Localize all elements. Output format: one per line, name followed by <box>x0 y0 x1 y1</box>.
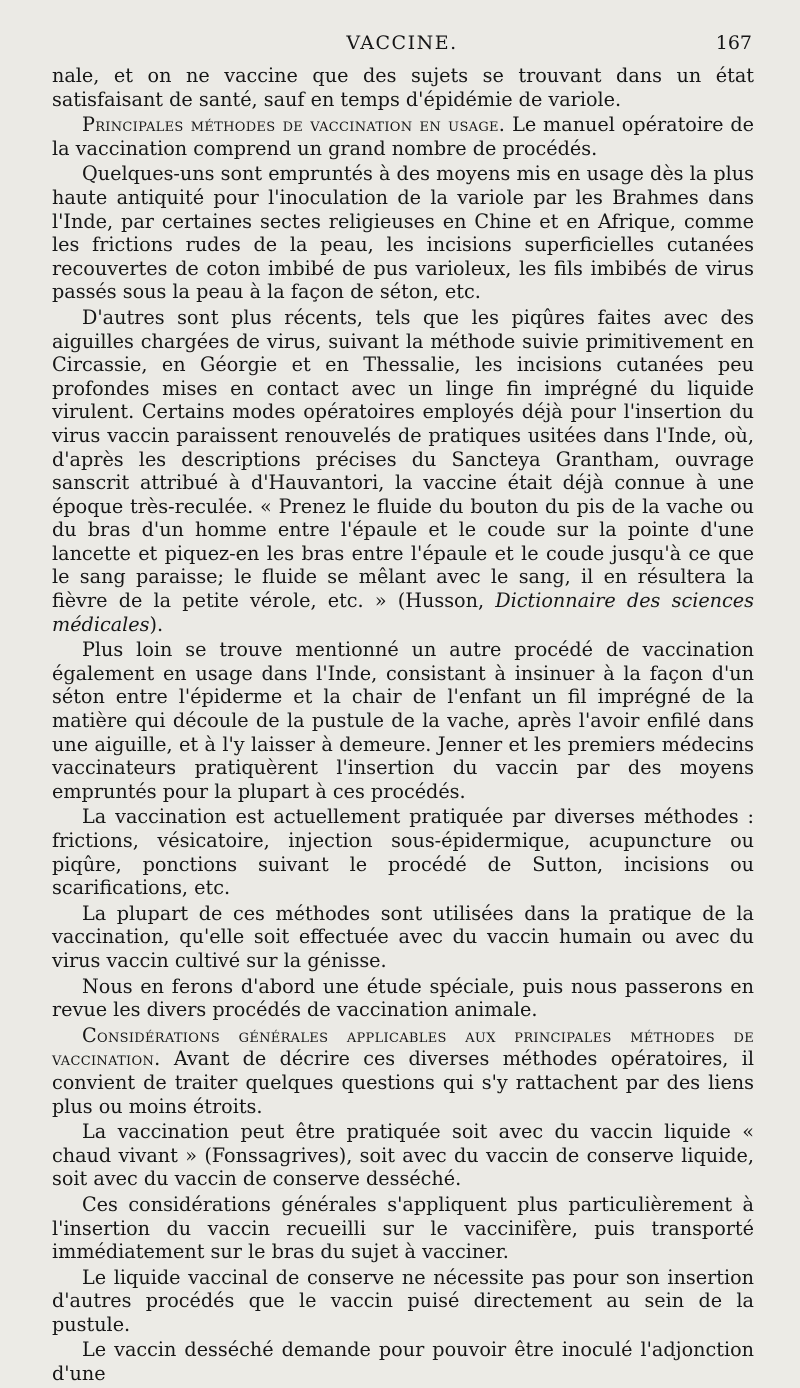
paragraph: La vaccination peut être pratiquée soit avec du vaccin liquide « chaud vivant » (Fonssagrives), soit avec du vaccin de conserve liquide, soit avec du vaccin de conserve desséché. <box>52 1120 754 1191</box>
paragraph: La vaccination est actuellement pratiquée par diverses méthodes : frictions, vésicatoire, injection sous-épidermique, acupuncture ou piqûre, ponctions suivant le procédé de Sutton, incisions ou scarifications, etc. <box>52 805 754 900</box>
paragraph: Quelques-uns sont empruntés à des moyens mis en usage dès la plus haute antiquité pour l'inoculation de la variole par les Brahmes dans l'Inde, par certaines sectes religieuses en Chine et en Afrique, comme les frictions rudes de la peau, les incisions superficielles cutanées recouvertes de coton imbibé de pus varioleux, les fils imbibés de virus passés sous la peau à la façon de séton, etc. <box>52 162 754 304</box>
paragraph: Plus loin se trouve mentionné un autre procédé de vaccination également en usage dans l'Inde, consistant à insinuer à la façon d'un séton entre l'épiderme et la chair de l'enfant un fil imprégné de la matière qui découle de la pustule de la vache, après l'avoir enfilé dans une aiguille, et à l'y laisser à demeure. Jenner et les premiers médecins vaccinateurs pratiquèrent l'insertion du vaccin par des moyens empruntés pour la plupart à ces procédés. <box>52 638 754 803</box>
paragraph-continuation: nale, et on ne vaccine que des sujets se trouvant dans un état satisfaisant de santé, sauf en temps d'épidémie de variole. <box>52 64 754 111</box>
paragraph: Le vaccin desséché demande pour pouvoir être inoculé l'adjonction d'une <box>52 1338 754 1386</box>
page-header <box>52 32 752 60</box>
paragraph: La plupart de ces méthodes sont utilisées dans la pratique de la vaccination, qu'elle soit effectuée avec du vaccin humain ou avec du virus vaccin cultivé sur la génisse. <box>52 901 754 972</box>
page-number: 167 <box>715 32 752 54</box>
paragraph-section-methods: Principales méthodes de vaccination en usage. Le manuel opératoire de la vaccination comprend un grand nombre de procédés. <box>52 113 755 160</box>
running-title: VACCINE. <box>346 32 458 54</box>
paragraph: D'autres sont plus récents, tels que les piqûres faites avec des aiguilles chargées de virus, suivant la méthode suivie primitivement en Circassie, en Géorgie et en Thessalie, les incisions cutanées peu profondes mises en contact avec un linge fin imprégné du liquide virulent. Certains modes opératoires employés déjà pour l'insertion du virus vaccin paraissent renouvelés de pratiques usitées dans l'Inde, où, d'après les descriptions précises du Sancteya Grantham, ouvrage sanscrit attribué à d'Hauvantori, la vaccine était déjà connue à une époque très-reculée. « Prenez le fluide du bouton du pis de la vache ou du bras d'un homme entre l'épaule et le coude sur la pointe d'une lancette et piquez-en les bras entre l'épaule et le coude jusqu'à ce que le sang paraisse; le fluide se mêlant avec le sang, il en résultera la fièvre de la petite vérole, etc. » (Husson, Dictionnaire des sciences médicales). <box>52 305 754 636</box>
paragraph: Le liquide vaccinal de conserve ne nécessite pas pour son insertion d'autres procédés que le vaccin puisé directement au sein de la pustule. <box>52 1265 754 1336</box>
body-text <box>52 64 754 1388</box>
paragraph-section-considerations: Considérations générales applicables aux principales méthodes de vaccination. Avant de décrire ces diverses méthodes opératoires, il convient de traiter quelques questions qui s'y rattachent par des liens plus ou moins étroits. <box>52 1023 754 1118</box>
cited-work: Dictionnaire des sciences médicales <box>52 589 754 636</box>
paragraph: Nous en ferons d'abord une étude spéciale, puis nous passerons en revue les divers procédés de vaccination animale. <box>52 974 754 1022</box>
paragraph: Ces considérations générales s'appliquent plus particulièrement à l'insertion du vaccin recueilli sur le vaccinifère, puis transporté immédiatement sur le bras du sujet à vacciner. <box>52 1192 754 1264</box>
section-heading: Principales méthodes de vaccination en usage. <box>82 113 506 137</box>
section-heading: Considérations générales applicables aux principales méthodes de vaccination. <box>52 1023 754 1071</box>
